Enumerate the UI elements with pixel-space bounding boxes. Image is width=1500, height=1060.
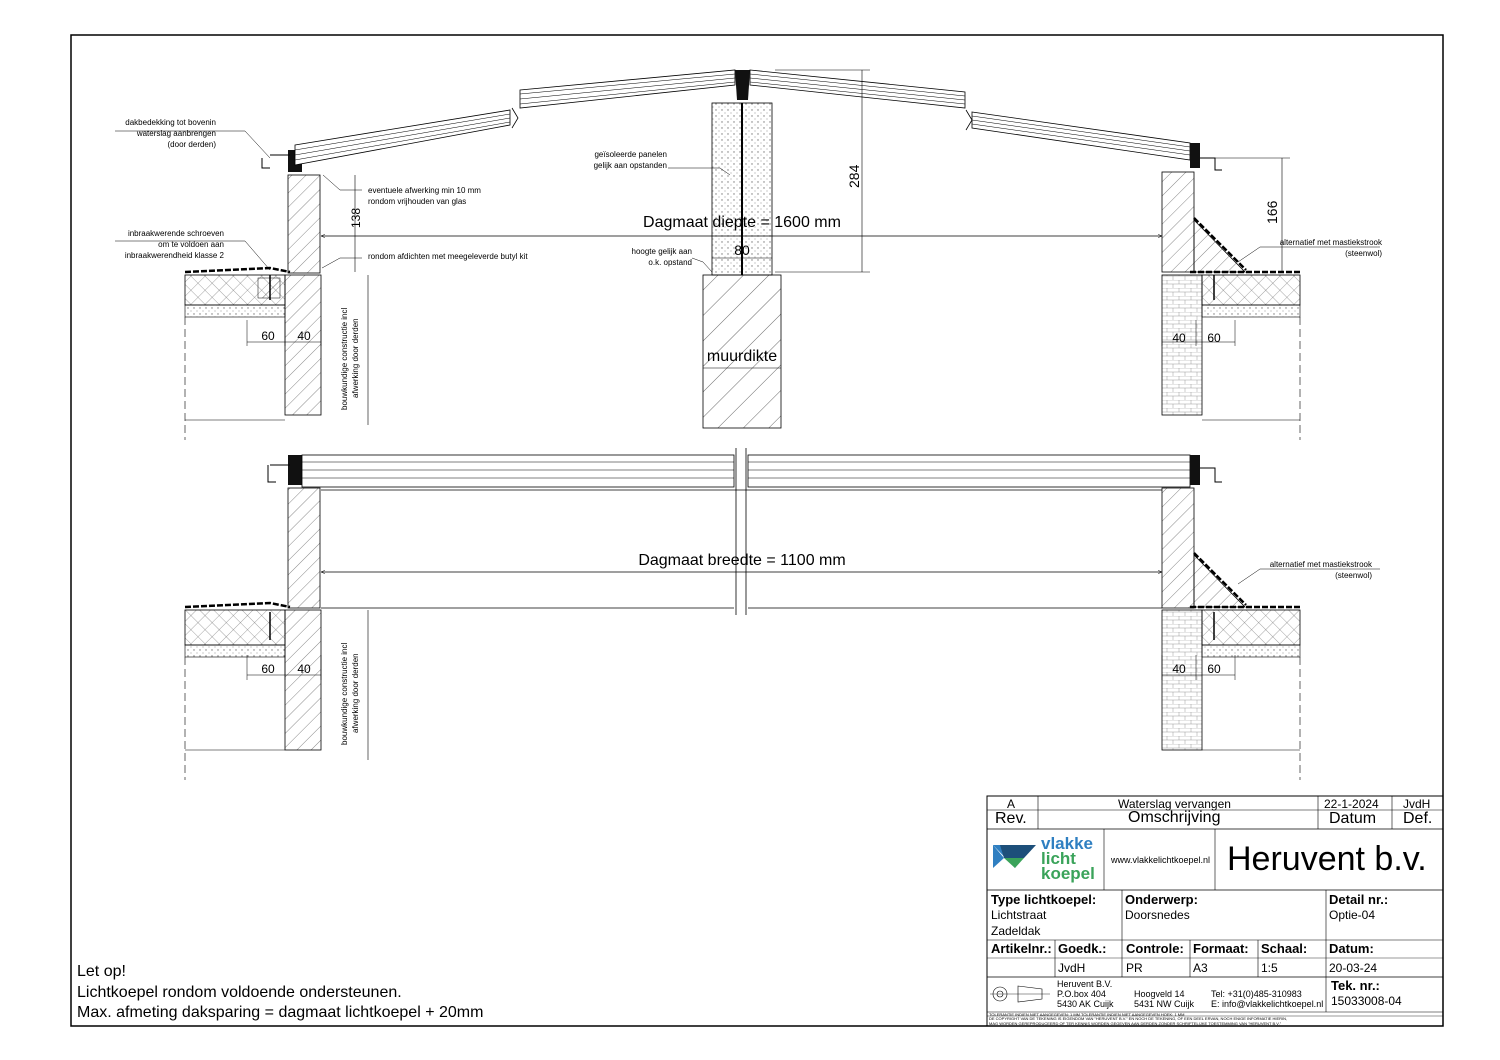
goedk-value: JvdH bbox=[1058, 961, 1086, 975]
dim-60-top-right: 60 bbox=[1207, 331, 1221, 345]
onderwerp-label: Onderwerp: bbox=[1125, 892, 1198, 907]
dim-166: 166 bbox=[1264, 200, 1280, 224]
label-afwerking-2: rondom vrijhouden van glas bbox=[368, 197, 467, 206]
header-rev: Rev. bbox=[995, 810, 1027, 827]
label-dakbedekking-3: (door derden) bbox=[167, 140, 216, 149]
logo-mark bbox=[993, 845, 1036, 868]
phone: Tel: +31(0)485-310983 bbox=[1211, 989, 1302, 999]
tolerance-text: TOLERANTIE INDIEN NIET AANGEGEVEN: 1 MM TOLERANTIE INDIEN NIET AANGEGEVEN HOEK: 1 MM bbox=[989, 1012, 1185, 1017]
note-daksparing: Max. afmeting daksparing = dagmaat lichtkoepel + 20mm bbox=[77, 1004, 484, 1021]
controle-value: PR bbox=[1126, 961, 1143, 975]
label-dagmaat-diepte: Dagmaat diepte = 1600 mm bbox=[643, 214, 841, 231]
label-inbraak-1: inbraakwerende schroeven bbox=[127, 229, 224, 238]
label-bouwkundig-bot-2: afwerking door derden bbox=[351, 653, 360, 733]
dim-60-bot-left: 60 bbox=[261, 662, 275, 676]
datum-value: 20-03-24 bbox=[1329, 961, 1378, 975]
note-ondersteunen: Lichtkoepel rondom voldoende ondersteunen. bbox=[77, 984, 402, 1001]
tek-value: 15033008-04 bbox=[1331, 994, 1402, 1008]
label-panelen-1: geïsoleerde panelen bbox=[594, 150, 667, 159]
company-name: Heruvent b.v. bbox=[1227, 840, 1427, 878]
upstand-left bbox=[288, 175, 320, 273]
label-afwerking-1: eventuele afwerking min 10 mm bbox=[368, 186, 481, 195]
controle-label: Controle: bbox=[1126, 941, 1184, 956]
glazing-left bbox=[295, 70, 735, 165]
formaat-value: A3 bbox=[1193, 961, 1208, 975]
logo-text-koepel: koepel bbox=[1041, 864, 1095, 883]
rev-description: Waterslag vervangen bbox=[1118, 797, 1231, 811]
header-def: Def. bbox=[1403, 810, 1433, 827]
goedk-label: Goedk.: bbox=[1058, 941, 1107, 956]
label-muurdikte: muurdikte bbox=[706, 348, 778, 365]
label-bouwkundig-top-2: afwerking door derden bbox=[351, 318, 360, 398]
datum-label: Datum: bbox=[1329, 941, 1374, 956]
dim-40-bot-left: 40 bbox=[297, 662, 311, 676]
ridge-profile bbox=[735, 70, 750, 100]
header-datum: Datum bbox=[1329, 810, 1377, 827]
onderwerp-value: Doorsnedes bbox=[1125, 908, 1190, 922]
section-bottom bbox=[185, 448, 1380, 780]
roof-slab-right bbox=[1202, 275, 1300, 305]
dim-60-bot-right: 60 bbox=[1207, 662, 1221, 676]
dim-40-bot-right: 40 bbox=[1172, 662, 1186, 676]
upstand-right bbox=[1162, 172, 1194, 272]
label-inbraak-3: inbraakwerendheid klasse 2 bbox=[124, 251, 224, 260]
rev-date: 22-1-2024 bbox=[1324, 797, 1379, 811]
artikel-label: Artikelnr.: bbox=[991, 941, 1052, 956]
header-omschrijving: Omschrijving bbox=[1128, 809, 1221, 826]
dim-40-top-right: 40 bbox=[1172, 331, 1186, 345]
dim-40-top-left: 40 bbox=[297, 329, 311, 343]
type-label: Type lichtkoepel: bbox=[991, 892, 1097, 907]
type-value-1: Lichtstraat bbox=[991, 908, 1047, 922]
label-alternatief-bot-2: (steenwol) bbox=[1335, 571, 1372, 580]
wall-left bbox=[285, 275, 321, 415]
label-alternatief-top-1: alternatief met mastiekstrook bbox=[1279, 238, 1382, 247]
dim-284: 284 bbox=[846, 164, 862, 188]
logo-text-vlakke: vlakke bbox=[1041, 834, 1093, 853]
copyright-line-1: DE COPYRIGHT VAN DE TEKENING IS EIGENDOM VAN "HERUVENT B.V." EN NOCH DE TEKENING, OF EEN DEEL ERVAN, NOCH ENIGE INFORMATIE HIERIN, bbox=[989, 1016, 1288, 1021]
dim-60-top-left: 60 bbox=[261, 329, 275, 343]
type-value-2: Zadeldak bbox=[991, 924, 1041, 938]
schaal-label: Schaal: bbox=[1261, 941, 1308, 956]
address-postcode: 5430 AK Cuijk bbox=[1057, 999, 1114, 1009]
rev-def: JvdH bbox=[1403, 797, 1431, 811]
address-pobox: P.O.box 404 bbox=[1057, 989, 1106, 999]
rev-value: A bbox=[1007, 797, 1016, 811]
label-afdichten: rondom afdichten met meegeleverde butyl kit bbox=[368, 252, 528, 261]
label-dakbedekking-2: waterslag aanbrengen bbox=[136, 129, 216, 138]
detail-value: Optie-04 bbox=[1329, 908, 1376, 922]
label-hoogte-1: hoogte gelijk aan bbox=[631, 247, 692, 256]
address-city: 5431 NW Cuijk bbox=[1134, 999, 1195, 1009]
logo-text-licht: licht bbox=[1041, 849, 1076, 868]
label-dakbedekking-1: dakbedekking tot bovenin bbox=[125, 118, 216, 127]
email[interactable]: E: info@vlakkelichtkoepel.nl bbox=[1211, 999, 1324, 1009]
address-company: Heruvent B.V. bbox=[1057, 979, 1113, 989]
tek-label: Tek. nr.: bbox=[1331, 978, 1380, 993]
dim-80: 80 bbox=[734, 242, 750, 258]
address-street: Hoogveld 14 bbox=[1134, 989, 1185, 999]
note-let-op: Let op! bbox=[77, 963, 126, 980]
label-alternatief-bot-1: alternatief met mastiekstrook bbox=[1269, 560, 1372, 569]
label-bouwkundig-bot-1: bouwkundige constructie incl bbox=[340, 642, 349, 745]
website[interactable]: www.vlakkelichtkoepel.nl bbox=[1111, 855, 1211, 865]
glazing-right bbox=[750, 70, 1190, 160]
label-dagmaat-breedte: Dagmaat breedte = 1100 mm bbox=[638, 552, 846, 569]
copyright-line-2: MAG WORDEN GEREPRODUCEERD OF TER KENNIS WORDEN GEGEVEN AAN DERDEN ZONDER SCHRIFTELIJKE TOESTEMMING VAN "HERUVENT B.V." bbox=[989, 1021, 1282, 1026]
label-panelen-2: gelijk aan opstanden bbox=[593, 161, 667, 170]
schaal-value: 1:5 bbox=[1261, 961, 1278, 975]
label-inbraak-2: om te voldoen aan bbox=[158, 240, 224, 249]
label-bouwkundig-top-1: bouwkundige constructie incl bbox=[340, 307, 349, 410]
label-alternatief-top-2: (steenwol) bbox=[1345, 249, 1382, 258]
detail-label: Detail nr.: bbox=[1329, 892, 1389, 907]
glazing-flat bbox=[302, 448, 1190, 615]
label-hoogte-2: o.k. opstand bbox=[648, 258, 692, 267]
formaat-label: Formaat: bbox=[1193, 941, 1249, 956]
dim-138: 138 bbox=[349, 207, 363, 228]
